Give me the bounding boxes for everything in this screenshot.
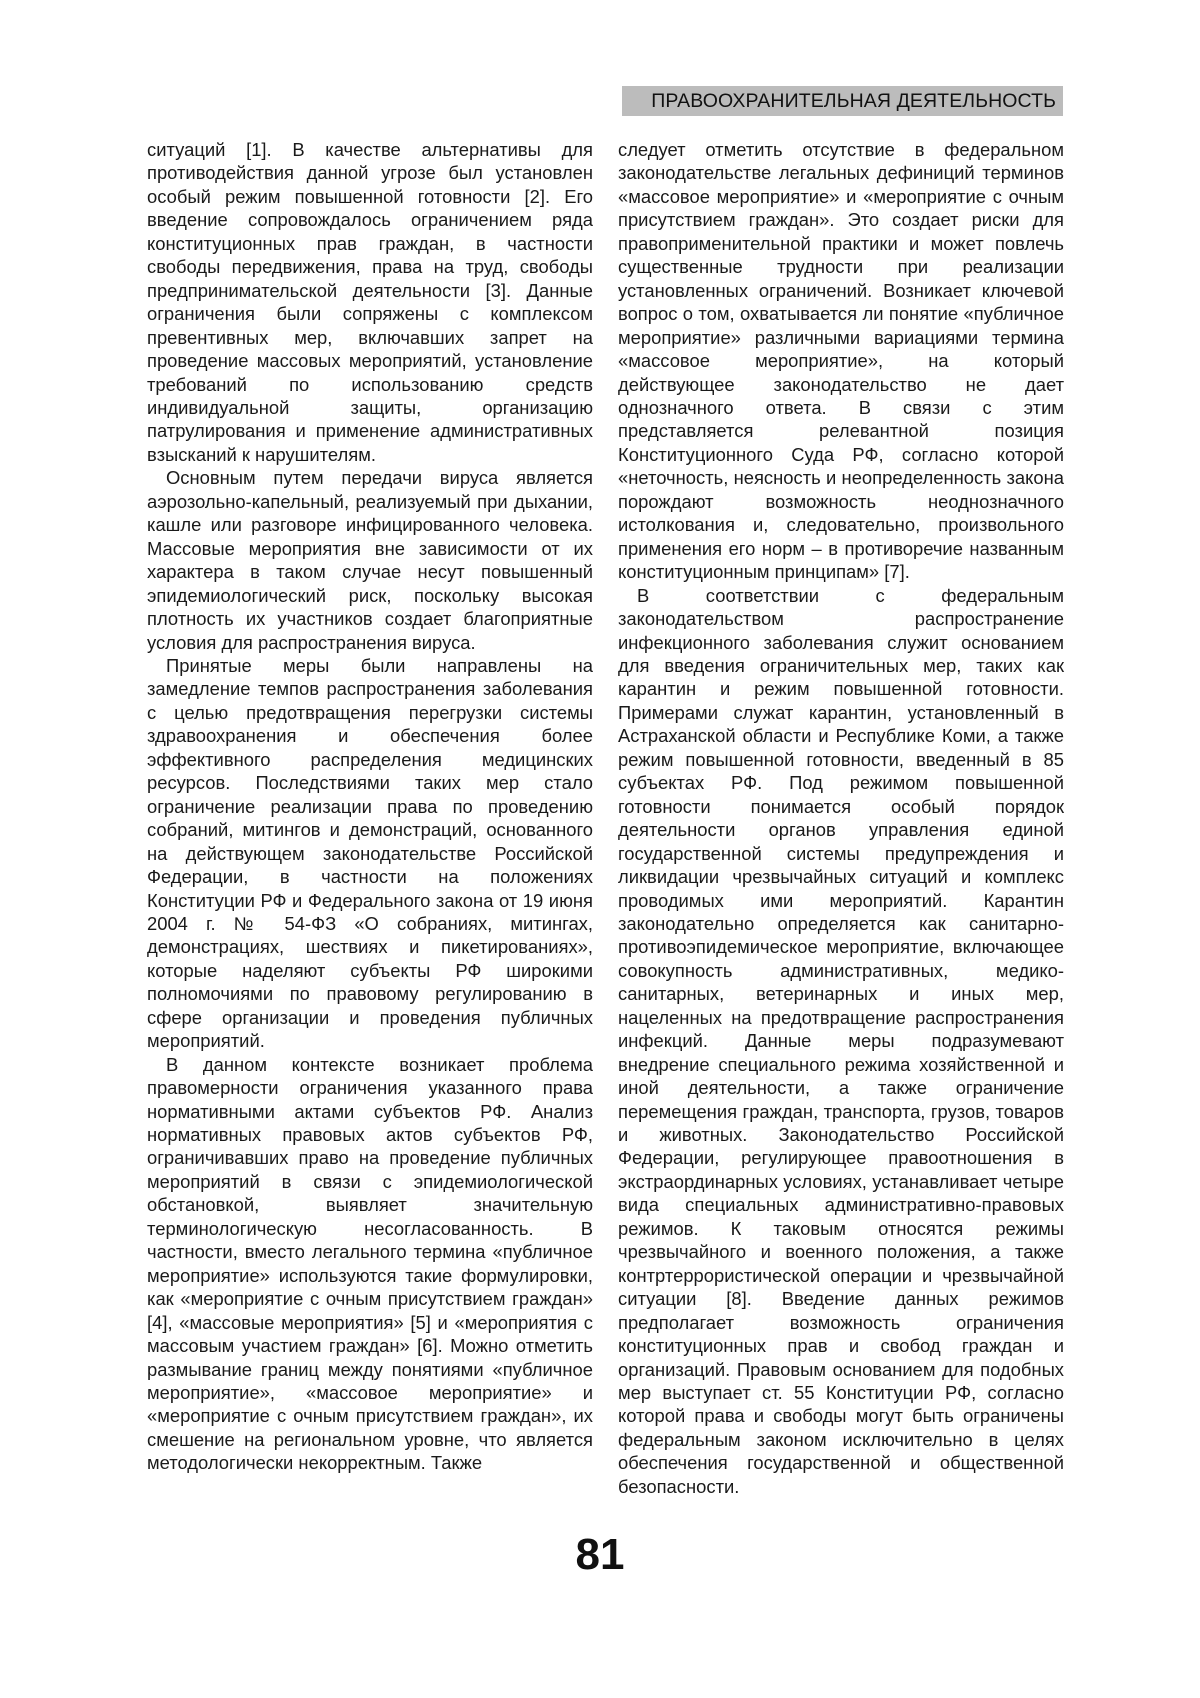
page-number: 81 [575,1530,625,1579]
paragraph: Принятые меры были направлены на замедление темпов распространения заболевания с целью предотвращения перегрузки системы здравоохранения и обеспечения более эффективного распределения медицинских ресурсов. Последствиями таких мер стало ограничение реализации права по проведению собраний, митингов и демонстраций, основанного на действующем законодательстве Российской Федерации, в частности на положениях Конституции РФ и Федерального закона от 19 июня 2004 г. № 54-ФЗ «О собраниях, митингах, демонстрациях, шествиях и пикетированиях», которые наделяют субъекты РФ широкими полномочиями по правовому регулированию в сфере организации и проведения публичных мероприятий. [147,654,593,1052]
left-column [147,138,593,1475]
paragraph: В данном контексте возникает проблема правомерности ограничения указанного права нормативными актами субъектов РФ. Анализ нормативных правовых актов субъектов РФ, ограничивавших право на проведение публичных мероприятий в связи с эпидемиологической обстановкой, выявляет значительную терминологическую несогласованность. В частности, вместо легального термина «публичное мероприятие» используются такие формулировки, как «мероприятие с очным присутствием граждан» [4], «массовые мероприятия» [5] и «мероприятия с массовым участием граждан» [6]. Можно отметить размывание границ между понятиями «публичное мероприятие», «массовое мероприятие» и «мероприятие с очным присутствием граждан», их смешение на региональном уровне, что является методологически некорректным. Также [147,1053,593,1474]
paragraph: В соответствии с федеральным законодательством распространение инфекционного заболевания служит основанием для введения ограничительных мер, таких как карантин и режим повышенной готовности. Примерами служат карантин, установленный в Астраханской области и Республике Коми, а также режим повышенной готовности, введенный в 85 субъектах РФ. Под режимом повышенной готовности понимается особый порядок деятельности органов управления единой государственной системы предупреждения и ликвидации чрезвычайных ситуаций и комплекс проводимых ими мероприятий. Карантин законодательно определяется как санитарно-противоэпидемическое мероприятие, включающее совокупность административных, медико-санитарных, ветеринарных и иных мер, нацеленных на предотвращение распространения инфекций. Данные меры подразумевают внедрение специального режима хозяйственной и иной деятельности, а также ограничение перемещения граждан, транспорта, грузов, товаров и животных. Законодательство Российской Федерации, регулирующее правоотношения в экстраординарных условиях, устанавливает четыре вида специальных административно-правовых режимов. К таковым относятся режимы чрезвычайного и военного положения, а также контртеррористической операции и чрезвычайной ситуации [8]. Введение данных режимов предполагает возможность ограничения конституционных прав и свобод граждан и организаций. Правовым основанием для подобных мер выступает ст. 55 Конституции РФ, согласно которой права и свободы могут быть ограничены федеральным законом исключительно в целях обеспечения государственной и общественной безопасности. [618,584,1064,1497]
right-column [618,138,1064,1498]
paragraph: ситуаций [1]. В качестве альтернативы для противодействия данной угрозе был установлен особый режим повышенной готовности [2]. Его введение сопровождалось ограничением ряда конституционных прав граждан, в частности свободы передвижения, права на труд, свободы предпринимательской деятельности [3]. Данные ограничения были сопряжены с комплексом превентивных мер, включавших запрет на проведение массовых мероприятий, установление требований по использованию средств индивидуальной защиты, организацию патрулирования и применение административных взысканий к нарушителям. [147,139,593,465]
paragraph: Основным путем передачи вируса является аэрозольно-капельный, реализуемый при дыхании, кашле или разговоре инфицированного человека. Массовые мероприятия вне зависимости от их характера в таком случае несут повышенный эпидемиологический риск, поскольку высокая плотность их участников создает благоприятные условия для распространения вируса. [147,467,593,653]
section-title: ПРАВООХРАНИТЕЛЬНАЯ ДЕЯТЕЛЬНОСТЬ [651,90,1056,112]
paragraph: следует отметить отсутствие в федеральном законодательстве легальных дефиниций терминов «массовое мероприятие» и «мероприятие с очным присутствием граждан». Это создает риски для правоприменительной практики и может повлечь существенные трудности при реализации установленных ограничений. Возникает ключевой вопрос о том, охватывается ли понятие «публичное мероприятие» различными вариациями термина «массовое мероприятие», на который действующее законодательство не дает однозначного ответа. В связи с этим представляется релевантной позиция Конституционного Суда РФ, согласно которой «неточность, неясность и неопределенность закона порождают возможность неоднозначного истолкования и, следовательно, произвольного применения его норм – в противоречие названным конституционным принципам» [7]. [618,139,1064,583]
